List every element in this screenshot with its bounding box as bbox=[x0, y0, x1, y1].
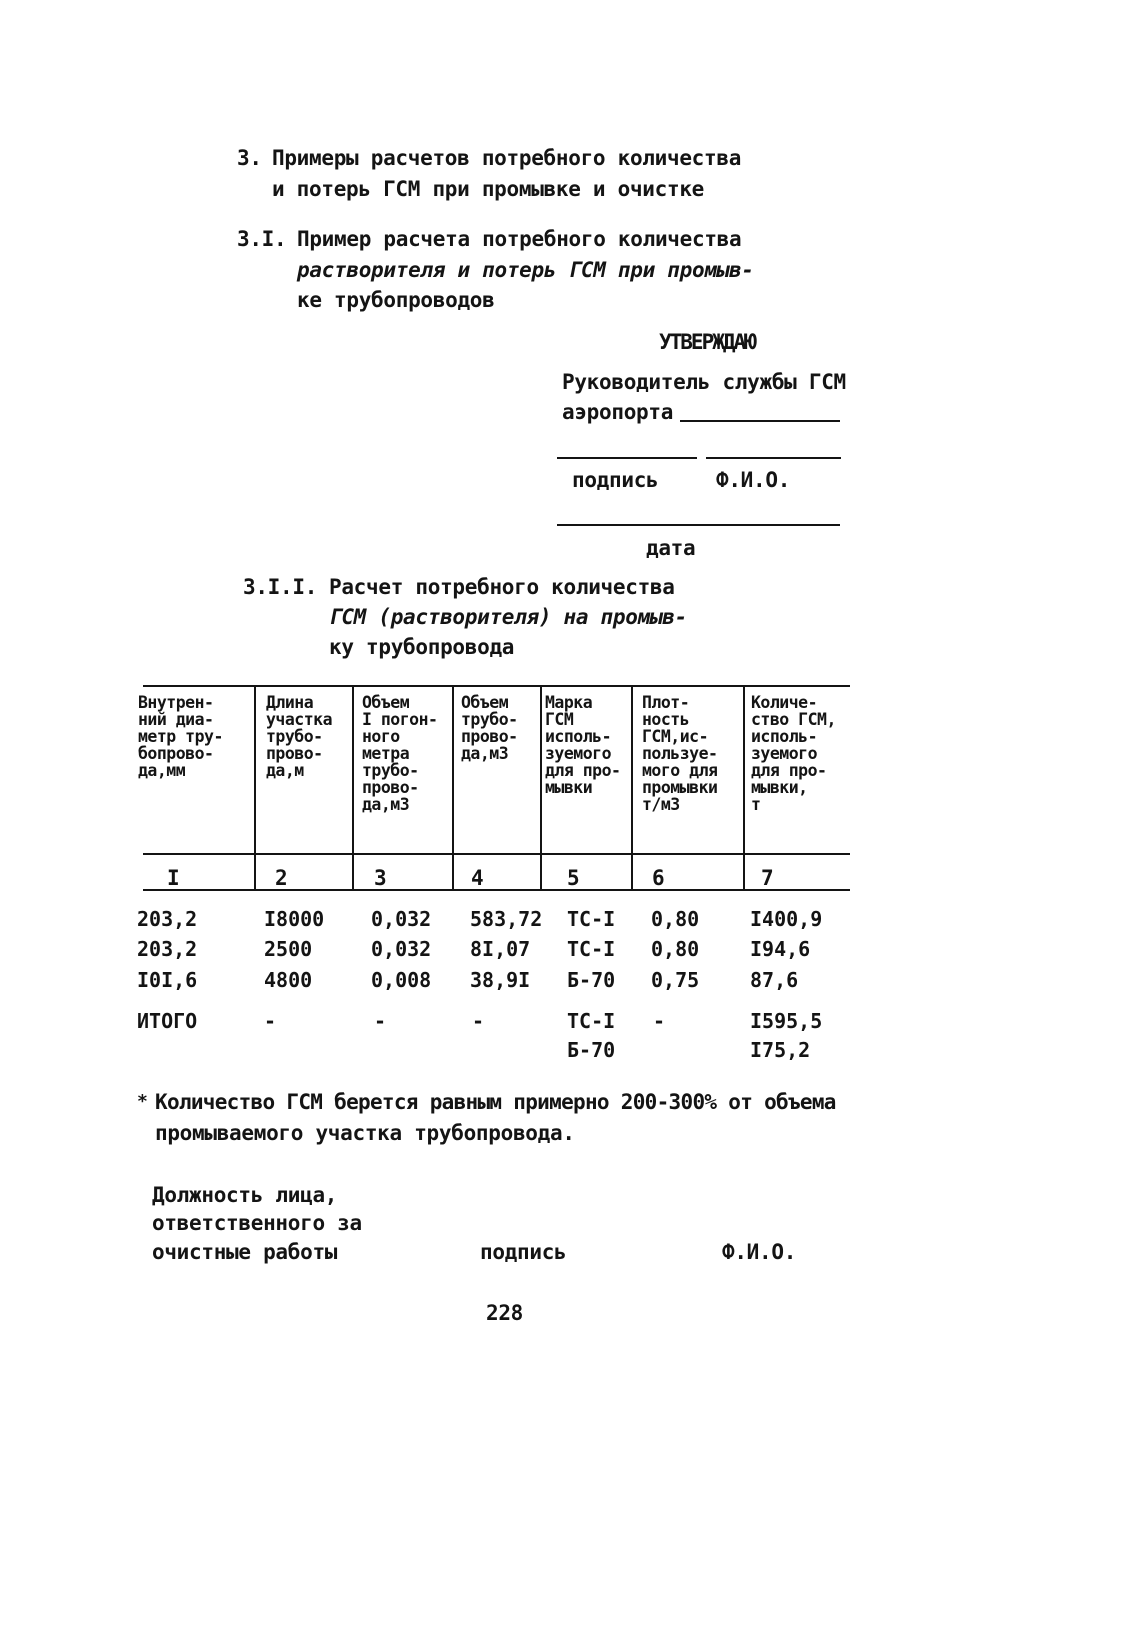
table-column-divider bbox=[540, 686, 542, 890]
table-cell: Б-70 bbox=[567, 968, 616, 992]
section-title-line-1: Примеры расчетов потребного количества bbox=[272, 146, 742, 170]
responsible-person-line-3: очистные работы bbox=[152, 1240, 338, 1264]
table-cell: 87,6 bbox=[750, 968, 799, 992]
column-number: 5 bbox=[567, 866, 580, 890]
table-column-divider bbox=[254, 686, 256, 890]
table-cell: 0,008 bbox=[371, 968, 432, 992]
table-cell: 2500 bbox=[264, 937, 313, 961]
section-title-line-2: и потерь ГСМ при промывке и очистке bbox=[272, 177, 705, 201]
table-cell: 0,80 bbox=[651, 907, 700, 931]
table-total-label: ИТОГО bbox=[137, 1009, 198, 1033]
approval-signature-line bbox=[557, 457, 697, 459]
table-header-density: Плот- ность ГСМ,ис- пользуе- мого для промывки т/м3 bbox=[642, 693, 718, 814]
table-total-dash: - bbox=[653, 1009, 666, 1033]
footnote-line-1: Количество ГСМ берется равным примерно 200-300% от объема bbox=[155, 1090, 836, 1114]
table-header-section-length: Длина участка трубо- прово- да,м bbox=[266, 693, 333, 780]
table-header-inner-diameter: Внутрен- ний диа- метр тру- бопрово- да,мм bbox=[138, 693, 223, 780]
table-column-divider bbox=[352, 686, 354, 890]
subsection-number: 3.I. bbox=[237, 227, 287, 251]
responsible-person-line-2: ответственного за bbox=[152, 1211, 362, 1235]
column-number: 7 bbox=[761, 866, 774, 890]
approval-title: УТВЕРЖДАЮ bbox=[659, 330, 755, 354]
subsubsection-title-line-1: Расчет потребного количества bbox=[329, 575, 675, 599]
table-total-dash: - bbox=[472, 1009, 485, 1033]
table-cell: 38,9I bbox=[470, 968, 531, 992]
table-cell: ТС-I bbox=[567, 907, 616, 931]
footer-name-label: Ф.И.О. bbox=[722, 1240, 797, 1264]
responsible-person-line-1: Должность лица, bbox=[152, 1183, 338, 1207]
table-header-volume-per-meter: Объем I погон- ного метра трубо- прово- да,м3 bbox=[362, 693, 438, 814]
approval-line-1: Руководитель службы ГСМ bbox=[562, 370, 846, 394]
column-number: I bbox=[167, 866, 180, 890]
table-cell: 583,72 bbox=[470, 907, 543, 931]
table-total-grade: ТС-I bbox=[567, 1009, 616, 1033]
approval-date-label: дата bbox=[646, 536, 696, 560]
table-column-divider bbox=[631, 686, 633, 890]
table-total-amount: I595,5 bbox=[750, 1009, 823, 1033]
table-cell: 0,80 bbox=[651, 937, 700, 961]
approval-line-2: аэропорта bbox=[562, 400, 674, 424]
table-column-divider bbox=[743, 686, 745, 890]
table-column-divider bbox=[452, 686, 454, 890]
table-header-fuel-grade: Марка ГСМ исполь- зуемого для про- мывки bbox=[545, 693, 621, 797]
approval-name-line bbox=[706, 457, 841, 459]
table-cell: 0,032 bbox=[371, 937, 432, 961]
subsection-title-line-2: растворителя и потерь ГСМ при промыв- bbox=[297, 258, 754, 282]
column-number: 2 bbox=[275, 866, 288, 890]
column-number: 4 bbox=[471, 866, 484, 890]
approval-date-line bbox=[557, 524, 840, 526]
table-cell: I400,9 bbox=[750, 907, 823, 931]
footnote-line-2: промываемого участка трубопровода. bbox=[155, 1121, 575, 1145]
table-cell: 4800 bbox=[264, 968, 313, 992]
table-cell: 0,032 bbox=[371, 907, 432, 931]
subsection-title-line-3: ке трубопроводов bbox=[297, 288, 495, 312]
table-cell: I8000 bbox=[264, 907, 325, 931]
table-cell: I94,6 bbox=[750, 937, 811, 961]
table-cell: I0I,6 bbox=[137, 968, 198, 992]
table-cell: 0,75 bbox=[651, 968, 700, 992]
column-number: 6 bbox=[652, 866, 665, 890]
table-cell: 203,2 bbox=[137, 937, 198, 961]
page-number: 228 bbox=[486, 1301, 524, 1325]
table-total-dash: - bbox=[374, 1009, 387, 1033]
footer-signature-label: подпись bbox=[480, 1240, 567, 1264]
approval-name-label: Ф.И.О. bbox=[716, 468, 791, 492]
table-header-fuel-amount: Количе- ство ГСМ, исполь- зуемого для про- мывки, т bbox=[751, 693, 836, 814]
subsubsection-title-line-3: ку трубопровода bbox=[329, 635, 515, 659]
table-total-dash: - bbox=[264, 1009, 277, 1033]
section-number: 3. bbox=[237, 146, 262, 170]
table-total-grade: Б-70 bbox=[567, 1038, 616, 1062]
table-cell: 8I,07 bbox=[470, 937, 531, 961]
table-header-pipeline-volume: Объем трубо- прово- да,м3 bbox=[461, 693, 518, 763]
approval-airport-underline bbox=[680, 420, 840, 422]
table-cell: 203,2 bbox=[137, 907, 198, 931]
subsubsection-number: 3.I.I. bbox=[243, 575, 318, 599]
subsection-title-line-1: Пример расчета потребного количества bbox=[297, 227, 742, 251]
table-cell: ТС-I bbox=[567, 937, 616, 961]
subsubsection-title-line-2: ГСМ (растворителя) на промыв- bbox=[329, 605, 687, 629]
table-total-amount: I75,2 bbox=[750, 1038, 811, 1062]
footnote-mark: * bbox=[137, 1091, 148, 1112]
column-number: 3 bbox=[374, 866, 387, 890]
approval-signature-label: подпись bbox=[572, 468, 659, 492]
